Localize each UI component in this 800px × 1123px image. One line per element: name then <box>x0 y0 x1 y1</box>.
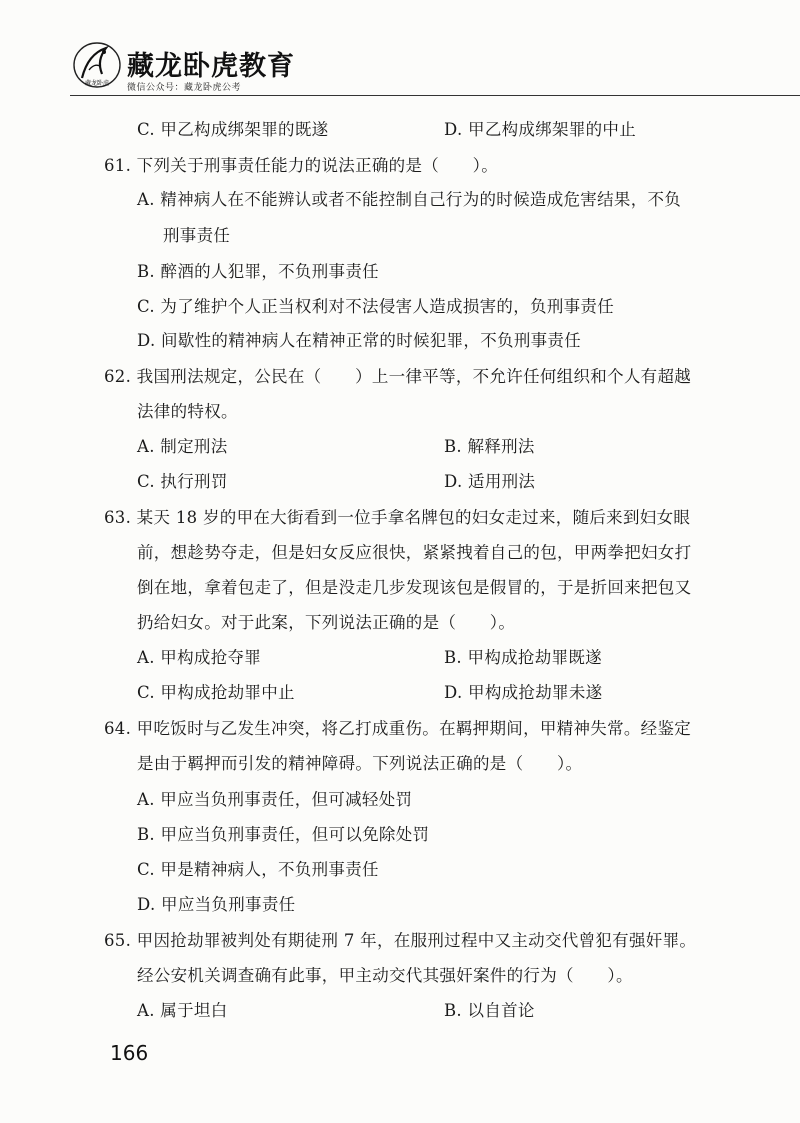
brand-title: 藏龙卧虎教育 <box>127 51 295 82</box>
q62-stem-cont: 法律的特权。 <box>137 402 238 421</box>
prev-option-c: C. 甲乙构成绑架罪的既遂 <box>137 120 329 139</box>
q61-stem: 61. 下列关于刑事责任能力的说法正确的是（ ）。 <box>104 156 499 175</box>
q63-stem: 63. 某天 18 岁的甲在大街看到一位手拿名牌包的妇女走过来，随后来到妇女眼 <box>104 508 691 527</box>
q62-option-d: D. 适用刑法 <box>444 472 536 491</box>
q63-option-d: D. 甲构成抢劫罪未遂 <box>444 683 603 702</box>
q63-stem-cont-3: 扔给妇女。对于此案，下列说法正确的是（ ）。 <box>137 613 516 632</box>
q64-option-c: C. 甲是精神病人，不负刑事责任 <box>137 860 379 879</box>
q62-stem: 62. 我国刑法规定，公民在（ ）上一律平等，不允许任何组织和个人有超越 <box>104 367 692 386</box>
q65-stem: 65. 甲因抢劫罪被判处有期徒刑 7 年，在服刑过程中又主动交代曾犯有强奸罪。 <box>104 931 697 950</box>
q61-option-a-cont: 刑事责任 <box>163 226 231 245</box>
q64-option-d: D. 甲应当负刑事责任 <box>137 895 296 914</box>
q62-option-c: C. 执行刑罚 <box>137 472 228 491</box>
q62-option-b: B. 解释刑法 <box>444 437 535 456</box>
q62-option-a: A. 制定刑法 <box>137 437 228 456</box>
prev-option-d: D. 甲乙构成绑架罪的中止 <box>444 120 637 139</box>
q63-option-c: C. 甲构成抢劫罪中止 <box>137 683 295 702</box>
q61-option-a: A. 精神病人在不能辨认或者不能控制自己行为的时候造成危害结果，不负 <box>137 190 682 209</box>
q65-option-a: A. 属于坦白 <box>137 1001 228 1020</box>
q64-stem-cont: 是由于羁押而引发的精神障碍。下列说法正确的是（ ）。 <box>137 754 583 773</box>
brand-subline: 微信公众号：藏龙卧虎公考 <box>127 83 242 93</box>
q65-stem-cont: 经公安机关调查确有此事，甲主动交代其强奸案件的行为（ ）。 <box>137 966 633 985</box>
q61-option-c: C. 为了维护个人正当权利对不法侵害人造成损害的，负刑事责任 <box>137 297 615 316</box>
q61-option-d: D. 间歇性的精神病人在精神正常的时候犯罪，不负刑事责任 <box>137 331 582 350</box>
q63-stem-cont-2: 倒在地，拿着包走了，但是没走几步发现该包是假冒的，于是折回来把包又 <box>137 578 692 597</box>
page-number: 166 <box>110 1041 149 1065</box>
q61-option-b: B. 醉酒的人犯罪，不负刑事责任 <box>137 262 379 281</box>
q64-stem: 64. 甲吃饭时与乙发生冲突，将乙打成重伤。在羁押期间，甲精神失常。经鉴定 <box>104 719 692 738</box>
q64-option-a: A. 甲应当负刑事责任，但可减轻处罚 <box>137 790 413 809</box>
q65-option-b: B. 以自首论 <box>444 1001 535 1020</box>
q63-stem-cont-1: 前，想趁势夺走，但是妇女反应很快，紧紧拽着自己的包，甲两拳把妇女打 <box>137 543 692 562</box>
q63-option-b: B. 甲构成抢劫罪既遂 <box>444 648 602 667</box>
logo-caption: 藏龙卧虎 <box>84 80 110 87</box>
q63-option-a: A. 甲构成抢夺罪 <box>137 648 262 667</box>
q64-option-b: B. 甲应当负刑事责任，但可以免除处罚 <box>137 825 430 844</box>
